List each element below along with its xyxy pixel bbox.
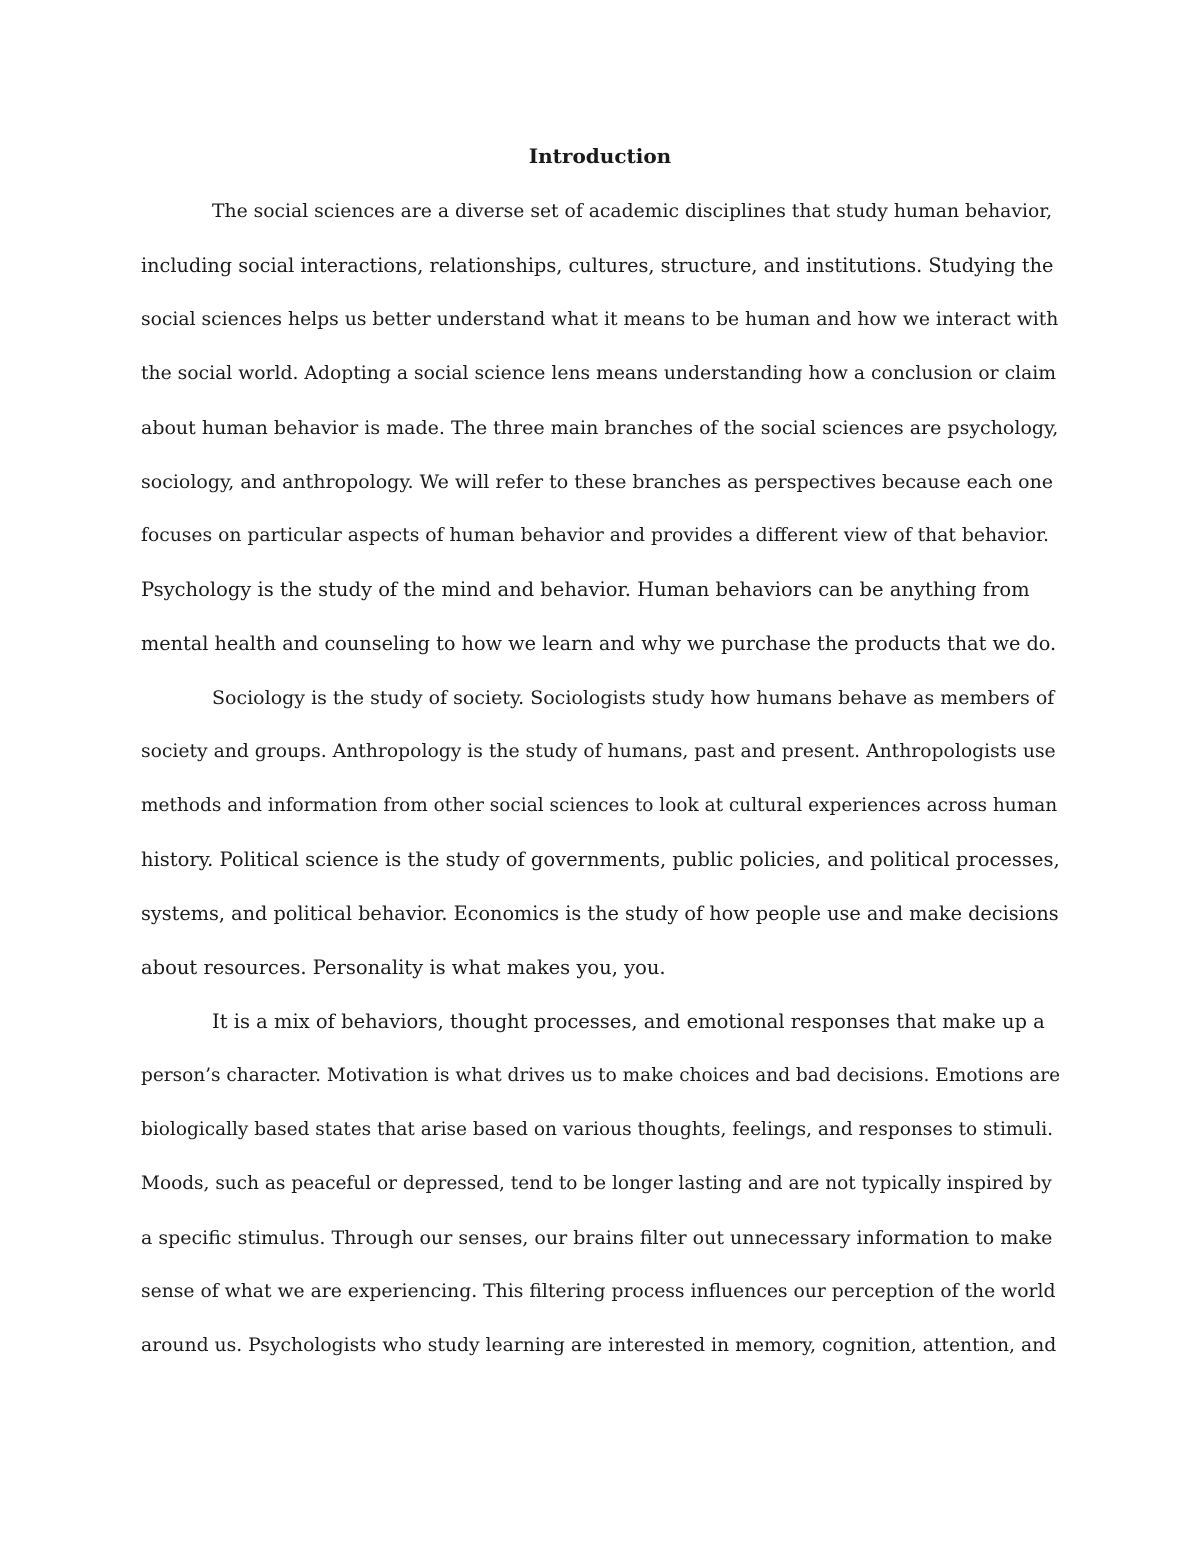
text-line: methods and information from other social sciences to look at cultural experiences across human bbox=[141, 795, 1058, 816]
text-line: person’s character. Motivation is what drives us to make choices and bad decisions. Emotions are bbox=[141, 1065, 1061, 1086]
text-line: about resources. Personality is what makes you, you. bbox=[141, 956, 666, 979]
text-line: focuses on particular aspects of human behavior and provides a different view of that behavior. bbox=[141, 525, 1049, 546]
text-line: Moods, such as peaceful or depressed, tend to be longer lasting and are not typically inspired by bbox=[141, 1173, 1052, 1194]
text-line: It is a mix of behaviors, thought processes, and emotional responses that make up a bbox=[212, 1010, 1045, 1033]
text-line: a specific stimulus. Through our senses, our brains filter out unnecessary information to make bbox=[141, 1227, 1053, 1249]
text-line: social sciences helps us better understand what it means to be human and how we interact with bbox=[141, 309, 1059, 330]
text-line: about human behavior is made. The three main branches of the social sciences are psychology, bbox=[141, 417, 1059, 439]
text-line: biologically based states that arise based on various thoughts, feelings, and responses to stimuli. bbox=[141, 1119, 1054, 1140]
text-line: Psychology is the study of the mind and behavior. Human behaviors can be anything from bbox=[141, 578, 1030, 601]
text-line: systems, and political behavior. Economics is the study of how people use and make decisions bbox=[141, 902, 1059, 925]
text-line: history. Political science is the study of governments, public policies, and political processes, bbox=[141, 848, 1060, 871]
text-line: The social sciences are a diverse set of academic disciplines that study human behavior, bbox=[212, 201, 1053, 222]
text-line: including social interactions, relationships, cultures, structure, and institutions. Studying the bbox=[141, 254, 1054, 277]
text-line: society and groups. Anthropology is the study of humans, past and present. Anthropologists use bbox=[141, 741, 1056, 762]
text-line: mental health and counseling to how we learn and why we purchase the products that we do. bbox=[141, 632, 1057, 655]
text-line: sociology, and anthropology. We will refer to these branches as perspectives because each one bbox=[141, 471, 1054, 493]
text-line: around us. Psychologists who study learning are interested in memory, cognition, attention, and bbox=[141, 1335, 1057, 1356]
text-line: sense of what we are experiencing. This filtering process influences our perception of the world bbox=[141, 1281, 1056, 1302]
text-line: Sociology is the study of society. Sociologists study how humans behave as members of bbox=[212, 687, 1055, 709]
page-title: Introduction bbox=[528, 144, 672, 168]
text-line: the social world. Adopting a social science lens means understanding how a conclusion or claim bbox=[141, 363, 1057, 384]
